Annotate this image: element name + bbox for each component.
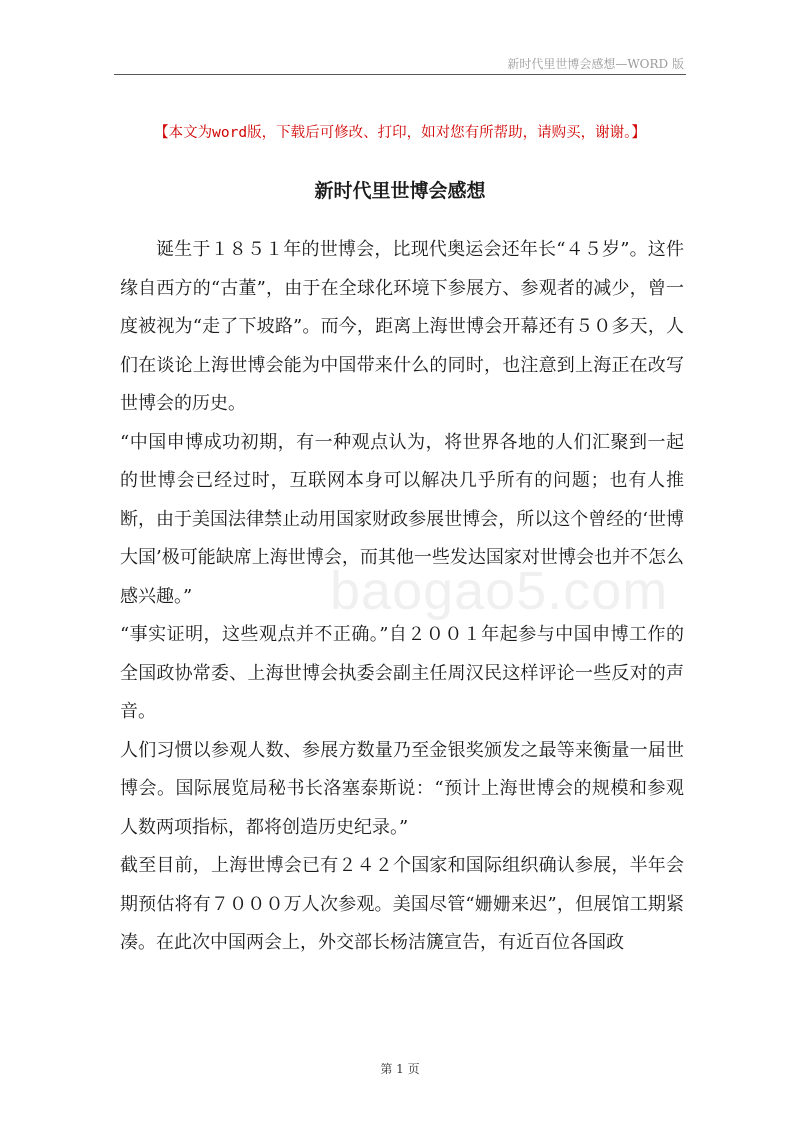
paragraph-2: “中国申博成功初期，有一种观点认为，将世界各地的人们汇聚到一起的世博会已经过时，互联网本身可以解决几乎所有的问题；也有人推断，由于美国法律禁止动用国家财政参展世博会，所以这个曾经的‘世博大国’极可能缺席上海世博会，而其他一些发达国家对世博会也并不怎么感兴趣。” <box>120 431 684 607</box>
paragraph-5: 截至目前，上海世博会已有２４２个国家和国际组织确认参展，半年会期预估将有７０００万人次参观。美国尽管“姗姗来迟”，但展馆工期紧凑。在此次中国两会上，外交部长杨洁篪宣告，有近百位各国政 <box>120 855 684 953</box>
watermark-text: baogao5.com <box>330 561 669 621</box>
document-body <box>120 231 684 963</box>
paragraph-4: 人们习惯以参观人数、参展方数量乃至金银奖颁发之最等来衡量一届世博会。国际展览局秘书长洛塞泰斯说：“预计上海世博会的规模和参观人数两项指标，都将创造历史纪录。” <box>120 739 684 838</box>
page-number: 第 1 页 <box>380 1062 420 1076</box>
document-title: 新时代里世博会感想 <box>314 180 486 202</box>
paragraph-3: “事实证明，这些观点并不正确。”自２００１年起参与中国申博工作的全国政协常委、上海世博会执委会副主任周汉民这样评论一些反对的声音。 <box>120 624 684 722</box>
paragraph-1: 诞生于１８５１年的世博会，比现代奥运会还年长“４５岁”。这件缘自西方的“古董”，由于在全球化环境下参展方、参观者的减少，曾一度被视为“走了下坡路”。而今，距离上海世博会开幕还有５０多天，人们在谈论上海世博会能为中国带来什么的同时，也注意到上海正在改写世博会的历史。 <box>120 239 684 414</box>
running-header: 新时代里世博会感想—WORD 版 <box>507 57 684 71</box>
download-notice: 【本文为word版，下载后可修改、打印，如对您有所帮助，请购买，谢谢。】 <box>154 125 646 141</box>
header-divider <box>114 74 686 75</box>
